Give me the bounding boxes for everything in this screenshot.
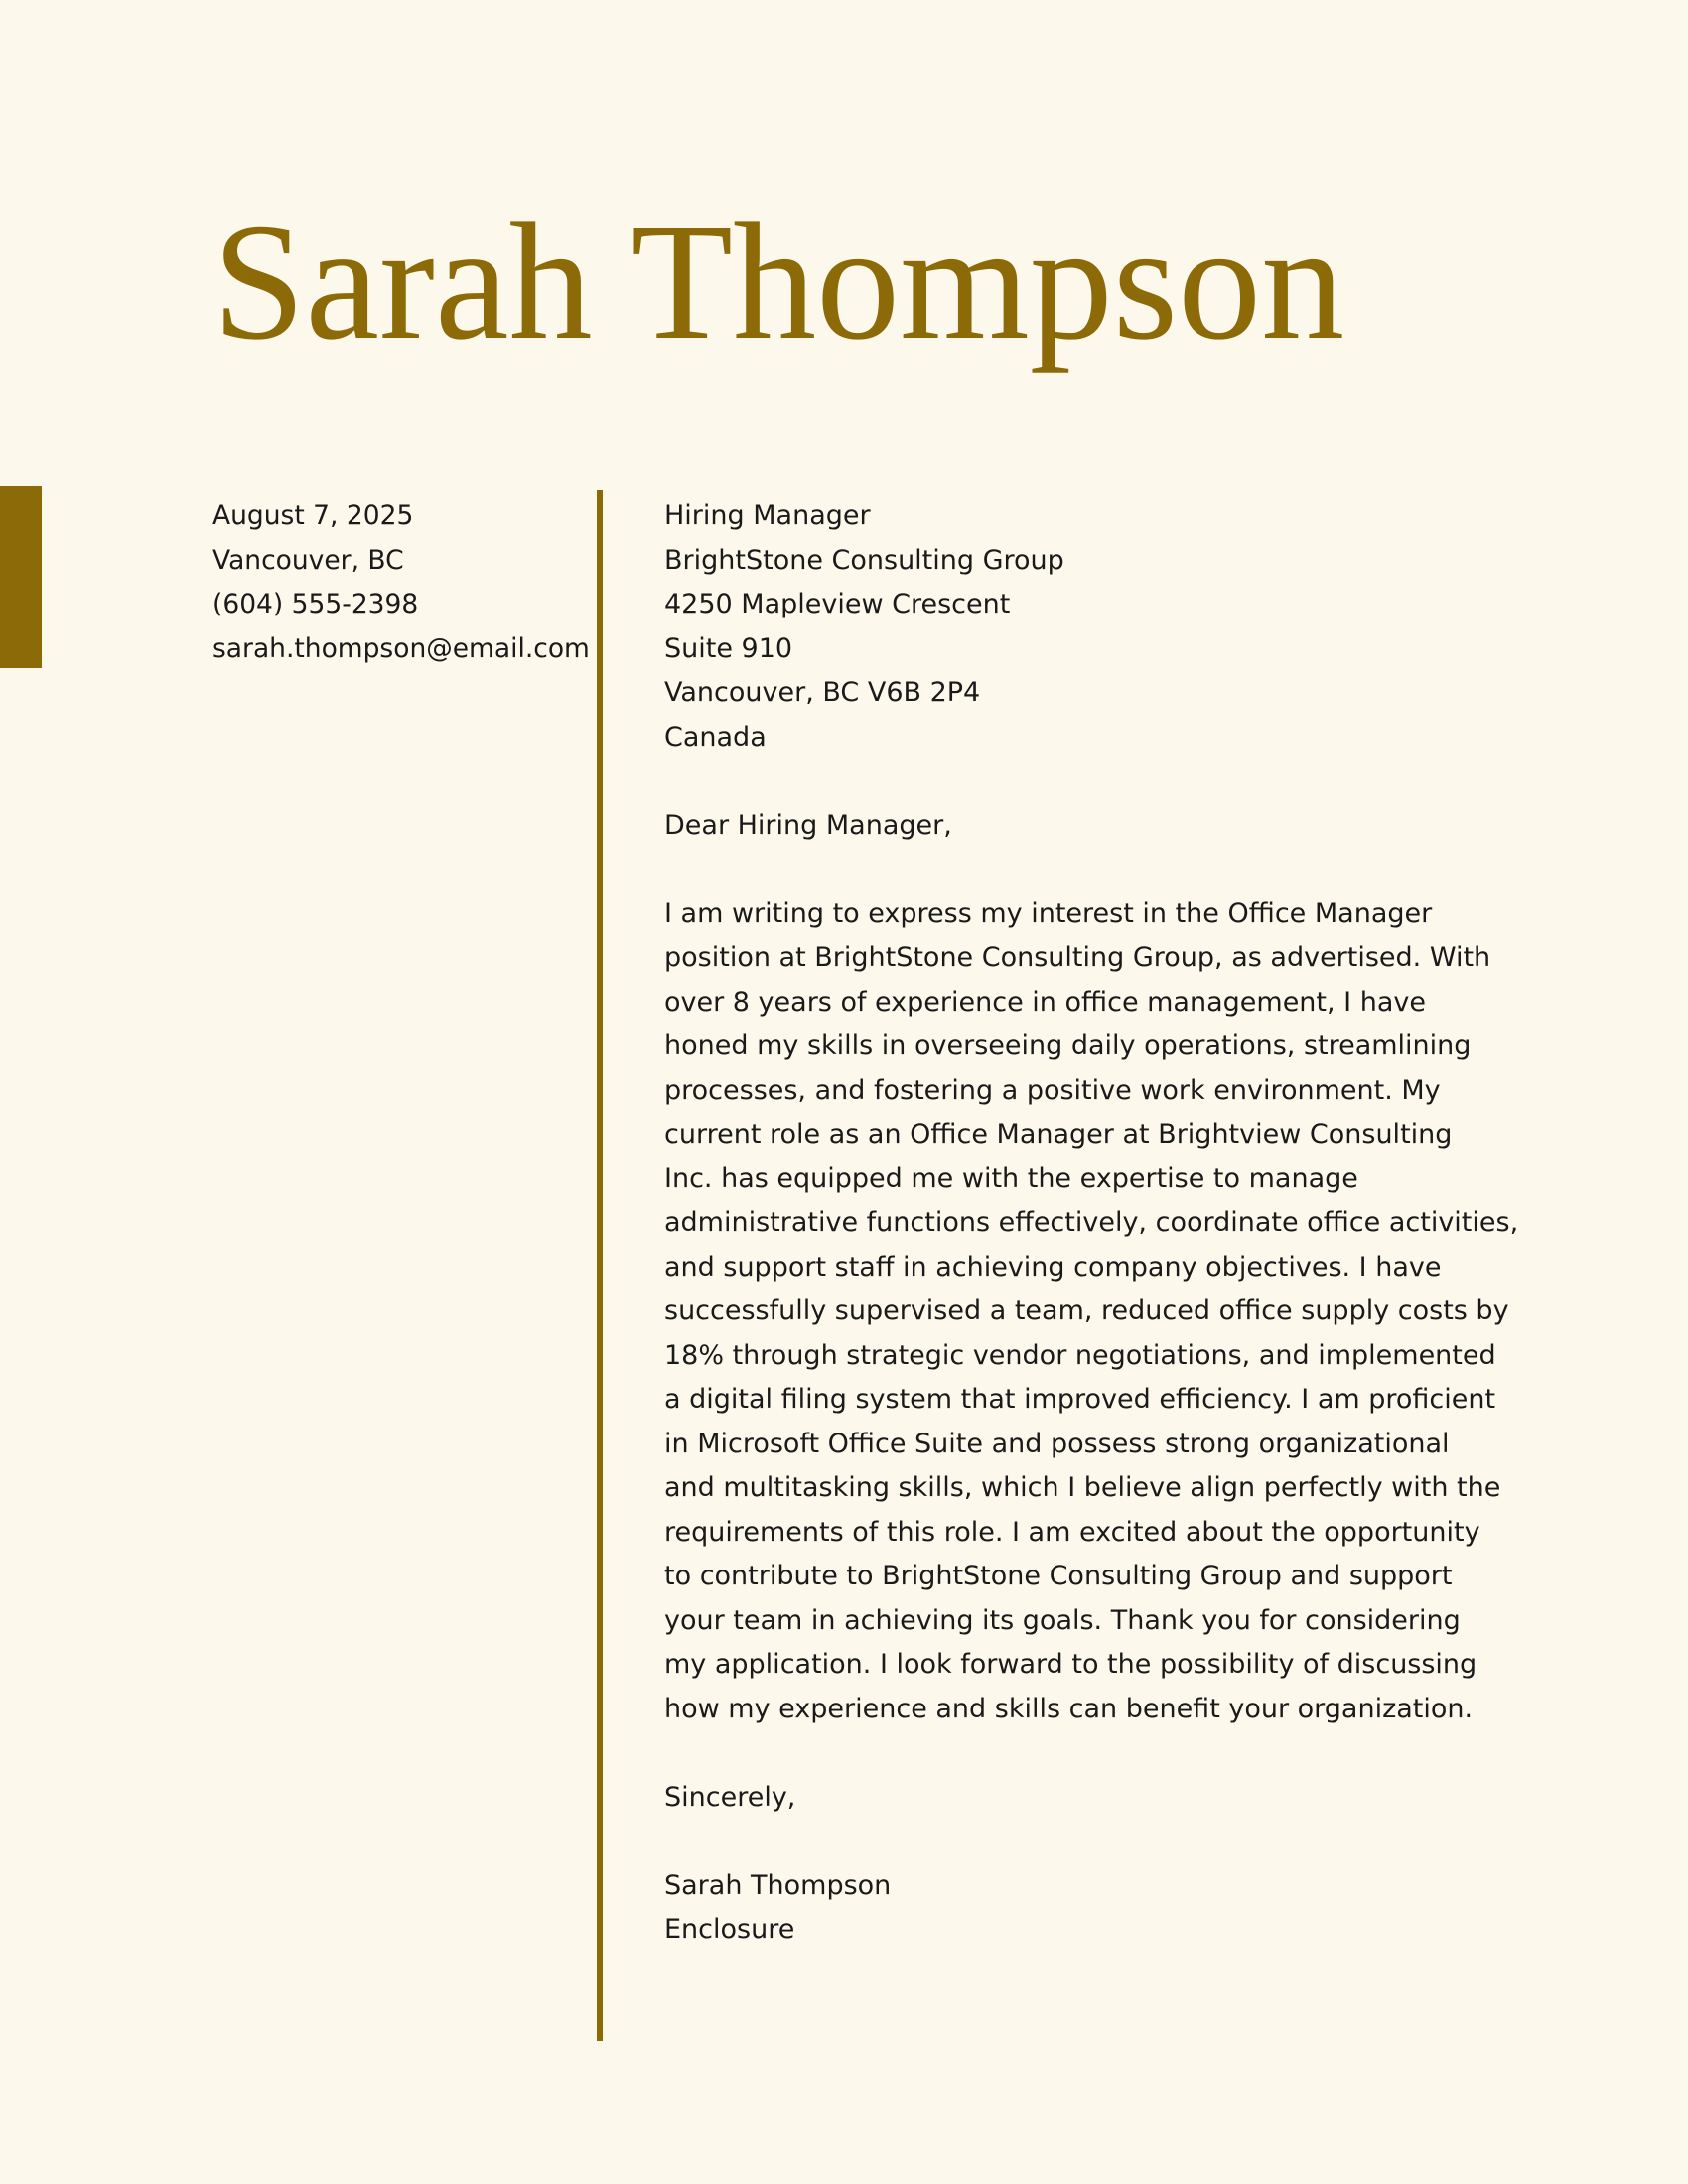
recipient-country: Canada	[664, 721, 767, 752]
body-line: current role as an Office Manager at Brightview Consulting	[664, 1119, 1453, 1150]
page-title: Sarah Thompson	[212, 190, 1345, 374]
body-line: my application. I look forward to the possibility of discussing	[664, 1649, 1477, 1680]
body-line: I am writing to express my interest in the Office Manager	[664, 897, 1433, 929]
signature-name: Sarah Thompson	[664, 1869, 892, 1901]
body-line: over 8 years of experience in office management, I have	[664, 986, 1426, 1018]
accent-bar	[0, 486, 42, 668]
recipient-address	[664, 494, 1478, 759]
letter-body	[664, 892, 1519, 1732]
body-line: successfully supervised a team, reduced office supply costs by	[664, 1296, 1509, 1326]
letter-date: August 7, 2025	[212, 500, 414, 531]
body-line: Inc. has equipped me with the expertise to manage	[664, 1162, 1358, 1194]
body-line: administrative functions effectively, coordinate office activities,	[664, 1207, 1519, 1238]
body-line: how my experience and skills can benefit your organization.	[664, 1693, 1474, 1724]
body-line: and multitasking skills, which I believe align perfectly with the	[664, 1472, 1501, 1503]
letter-content	[664, 494, 1519, 1953]
sender-info	[212, 494, 590, 671]
body-line: processes, and fostering a positive work environment. My	[664, 1074, 1441, 1106]
body-line: in Microsoft Office Suite and possess strong organizational	[664, 1428, 1450, 1459]
body-line: and support staff in achieving company objectives. I have	[664, 1251, 1442, 1283]
sender-email: sarah.thompson@email.com	[212, 632, 590, 664]
closing: Sincerely,	[664, 1781, 796, 1813]
sender-phone: (604) 555-2398	[212, 589, 419, 619]
recipient-company: BrightStone Consulting Group	[664, 544, 1064, 576]
body-line: position at BrightStone Consulting Group, as advertised. With	[664, 942, 1491, 973]
body-line: requirements of this role. I am excited about the opportunity	[664, 1516, 1480, 1548]
sender-location: Vancouver, BC	[212, 544, 404, 576]
body-line: a digital filing system that improved efficiency. I am proficient	[664, 1384, 1496, 1415]
body-line: to contribute to BrightStone Consulting Group and support	[664, 1561, 1453, 1591]
body-line: honed my skills in overseeing daily operations, streamlining	[664, 1030, 1472, 1061]
recipient-title: Hiring Manager	[664, 500, 871, 531]
body-line: your team in achieving its goals. Thank you for considering	[664, 1604, 1461, 1636]
enclosure-note: Enclosure	[664, 1914, 795, 1945]
recipient-suite: Suite 910	[664, 632, 793, 664]
body-line: 18% through strategic vendor negotiations, and implemented	[664, 1339, 1496, 1371]
salutation: Dear Hiring Manager,	[664, 809, 952, 841]
recipient-city: Vancouver, BC V6B 2P4	[664, 677, 981, 708]
recipient-street: 4250 Mapleview Crescent	[664, 589, 1011, 619]
vertical-divider	[597, 490, 603, 2041]
